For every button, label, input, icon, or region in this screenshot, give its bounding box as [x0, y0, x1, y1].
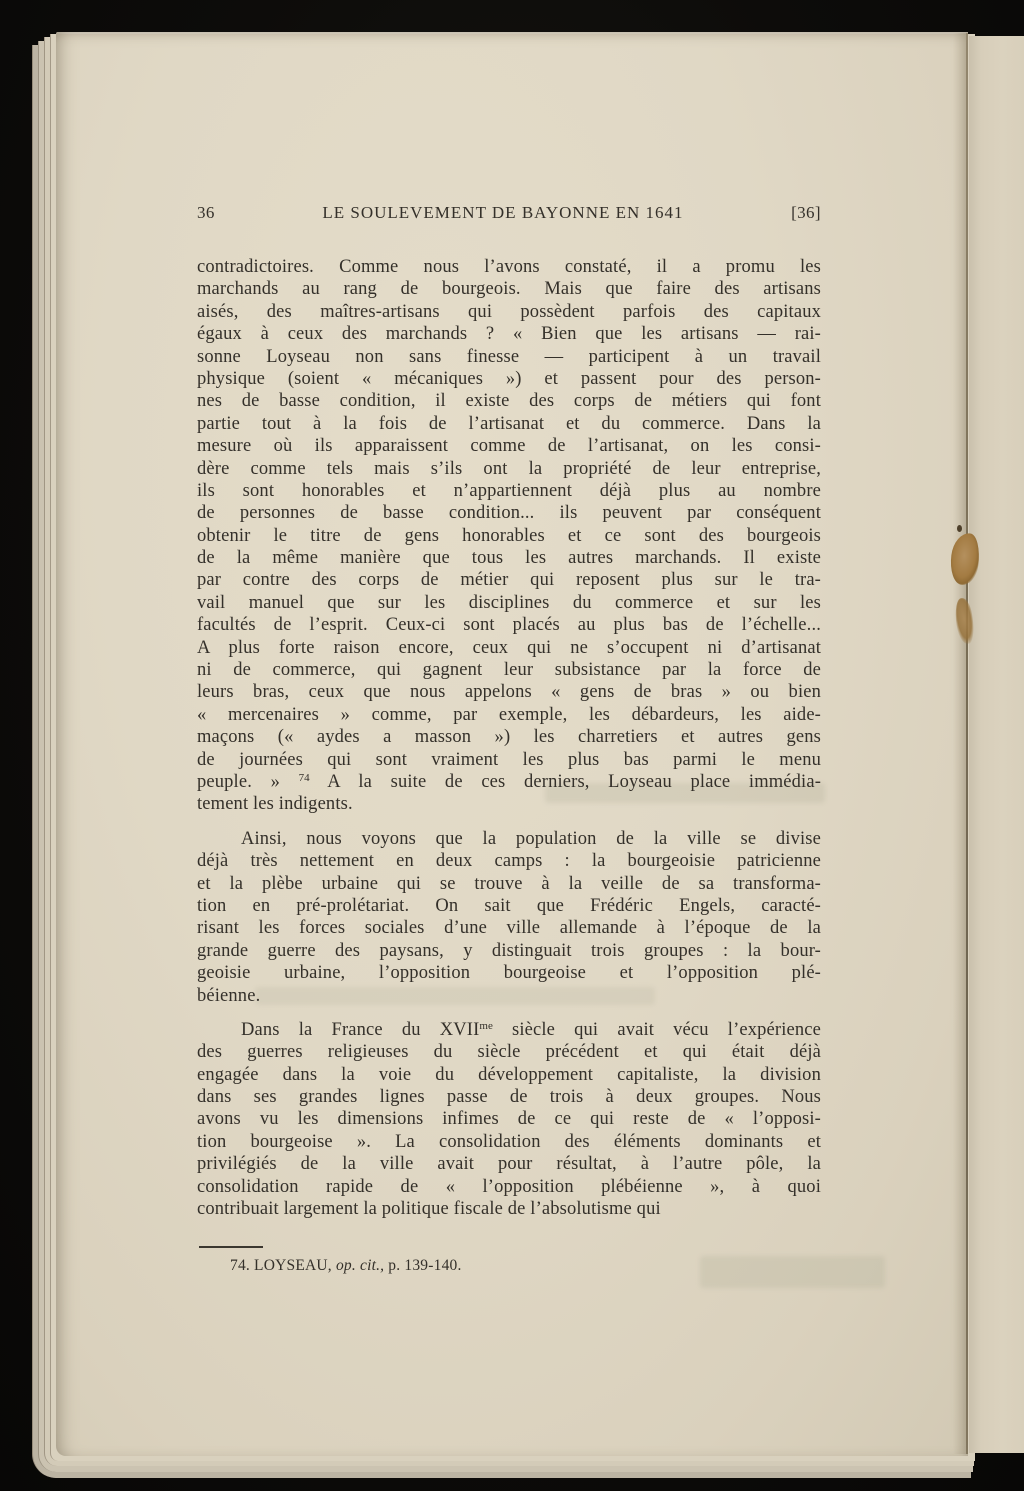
text-run: égaux à ceux des marchands ? « Bien que les artisans — rai-	[197, 324, 821, 345]
text-run: A la suite de ces derniers, Loyseau place immédia-	[309, 771, 821, 792]
text-run: dans ses grandes lignes passe de trois à deux groupes. Nous	[197, 1087, 821, 1108]
text-line	[197, 681, 821, 703]
text-run: ils sont honorables et n’appartiennent déjà plus au nombre	[197, 480, 821, 501]
text-line	[197, 614, 821, 636]
page-content	[197, 202, 821, 1220]
text-line	[197, 1198, 821, 1220]
text-line	[197, 637, 821, 659]
text-run: leurs bras, ceux que nous appelons « gens de bras » ou bien	[197, 682, 821, 703]
text-line	[197, 1108, 821, 1130]
text-line	[197, 1019, 821, 1041]
text-line	[197, 704, 821, 726]
text-line	[197, 256, 821, 278]
text-run: tement les indigents.	[197, 794, 353, 815]
text-line	[197, 726, 821, 748]
text-line	[197, 301, 821, 323]
text-run: grande guerre des paysans, y distinguait trois groupes : la bour-	[197, 940, 821, 961]
text-run: A plus forte raison encore, ceux qui ne s’occupent ni d’artisanat	[197, 637, 821, 658]
text-run: facultés de l’esprit. Ceux-ci sont placés au plus bas de l’échelle...	[197, 615, 821, 636]
text-run: peuple. »	[197, 771, 299, 792]
page-header	[197, 202, 821, 224]
text-run: op. cit.,	[335, 1257, 385, 1274]
text-line	[197, 793, 821, 815]
text-line	[197, 323, 821, 345]
text-run: dère comme tels mais s’ils ont la propriété de leur entreprise,	[197, 458, 821, 479]
text-line	[197, 435, 821, 457]
text-run: par contre des corps de métier qui reposent plus sur le tra-	[197, 570, 821, 591]
text-run: béienne.	[197, 985, 261, 1006]
text-line	[197, 502, 821, 524]
text-run: des guerres religieuses du siècle précédent et qui était déjà	[197, 1042, 821, 1063]
text-line	[197, 1131, 821, 1153]
text-line	[197, 962, 821, 984]
text-run: 74. LOYSEAU,	[230, 1257, 336, 1274]
footnote	[197, 1246, 821, 1275]
text-run: tion bourgeoise ». La consolidation des éléments dominants et	[197, 1131, 821, 1152]
text-line	[197, 1041, 821, 1063]
text-line	[197, 592, 821, 614]
text-line	[197, 1176, 821, 1198]
text-run: Dans la France du XVII	[241, 1019, 480, 1040]
text-run: mesure où ils apparaissent comme de l’artisanat, on les consi-	[197, 436, 821, 457]
text-run: de la même manière que tous les autres marchands. Il existe	[197, 548, 821, 569]
text-line	[197, 659, 821, 681]
text-line	[197, 940, 821, 962]
text-line	[197, 346, 821, 368]
text-line	[197, 458, 821, 480]
text-line	[197, 828, 821, 850]
text-run: p. 139-140.	[384, 1257, 462, 1274]
footnote-rule	[199, 1246, 263, 1248]
facing-page-edge	[969, 36, 1024, 1453]
text-line	[197, 390, 821, 412]
body-text	[197, 256, 821, 1220]
text-line	[197, 1086, 821, 1108]
page-number: 36	[197, 203, 215, 222]
text-run: avons vu les dimensions infimes de ce qui reste de « l’opposi-	[197, 1109, 821, 1130]
paragraph	[197, 828, 821, 1007]
text-run: partie tout à la fois de l’artisanat et du commerce. Dans la	[197, 413, 821, 434]
text-run: Ainsi, nous voyons que la population de la ville se divise	[241, 828, 821, 849]
text-run: aisés, des maîtres-artisans qui possèdent parfois des capitaux	[197, 301, 821, 322]
footnote-text	[197, 1257, 821, 1275]
gutter-shadow	[953, 33, 966, 1454]
text-line	[197, 368, 821, 390]
text-run: sonne Loyseau non sans finesse — participent à un travail	[197, 346, 821, 367]
text-line	[197, 278, 821, 300]
text-run: maçons (« aydes a masson ») les charretiers et autres gens	[197, 727, 821, 748]
text-run: consolidation rapide de « l’opposition plébéienne », à quoi	[197, 1176, 821, 1197]
text-run: siècle qui avait vécu l’expérience	[492, 1019, 821, 1040]
text-line	[197, 917, 821, 939]
text-run: « mercenaires » comme, par exemple, les débardeurs, les aide-	[197, 704, 821, 725]
text-line	[197, 873, 821, 895]
text-run: tion en pré-prolétariat. On sait que Frédéric Engels, caracté-	[197, 895, 821, 916]
text-line	[197, 895, 821, 917]
paragraph	[197, 1019, 821, 1221]
running-title: LE SOULEVEMENT DE BAYONNE EN 1641	[322, 203, 684, 222]
superscript: 74	[298, 771, 310, 784]
text-run: vail manuel que sur les disciplines du commerce et sur les	[197, 592, 821, 613]
text-line	[197, 525, 821, 547]
text-run: contribuait largement la politique fiscale de l’absolutisme qui	[197, 1199, 661, 1220]
text-line	[197, 749, 821, 771]
text-line	[197, 547, 821, 569]
text-line	[197, 413, 821, 435]
text-line	[197, 569, 821, 591]
ink-speck	[957, 525, 962, 532]
paragraph	[197, 256, 821, 816]
text-run: obtenir le titre de gens honorables et ce sont des bourgeois	[197, 525, 821, 546]
text-run: geoisie urbaine, l’opposition bourgeoise et l’opposition plé-	[197, 963, 821, 984]
text-line	[197, 480, 821, 502]
text-line	[197, 771, 821, 793]
text-run: marchands au rang de bourgeois. Mais que faire des artisans	[197, 279, 821, 300]
text-line	[197, 850, 821, 872]
text-run: ni de commerce, qui gagnent leur subsistance par la force de	[197, 660, 821, 681]
superscript: me	[479, 1019, 493, 1032]
text-line	[197, 1064, 821, 1086]
text-run: engagée dans la voie du développement capitaliste, la division	[197, 1064, 821, 1085]
bracket-page-number: [36]	[791, 203, 821, 222]
text-run: privilégiés de la ville avait pour résultat, à l’autre pôle, la	[197, 1154, 821, 1175]
text-run: contradictoires. Comme nous l’avons constaté, il a promu les	[197, 257, 821, 277]
text-run: risant les forces sociales d’une ville allemande à l’époque de la	[197, 918, 821, 939]
text-run: déjà très nettement en deux camps : la bourgeoisie patricienne	[197, 851, 821, 872]
gutter-line	[966, 33, 968, 1454]
text-line	[197, 1153, 821, 1175]
text-run: physique (soient « mécaniques ») et passent pour des person-	[197, 368, 821, 389]
text-run: de personnes de basse condition... ils peuvent par conséquent	[197, 503, 821, 524]
text-run: nes de basse condition, il existe des corps de métiers qui font	[197, 391, 821, 412]
text-run: et la plèbe urbaine qui se trouve à la veille de sa transforma-	[197, 873, 821, 894]
text-line	[197, 985, 821, 1007]
text-run: de journées qui sont vraiment les plus bas parmi le menu	[197, 749, 821, 770]
